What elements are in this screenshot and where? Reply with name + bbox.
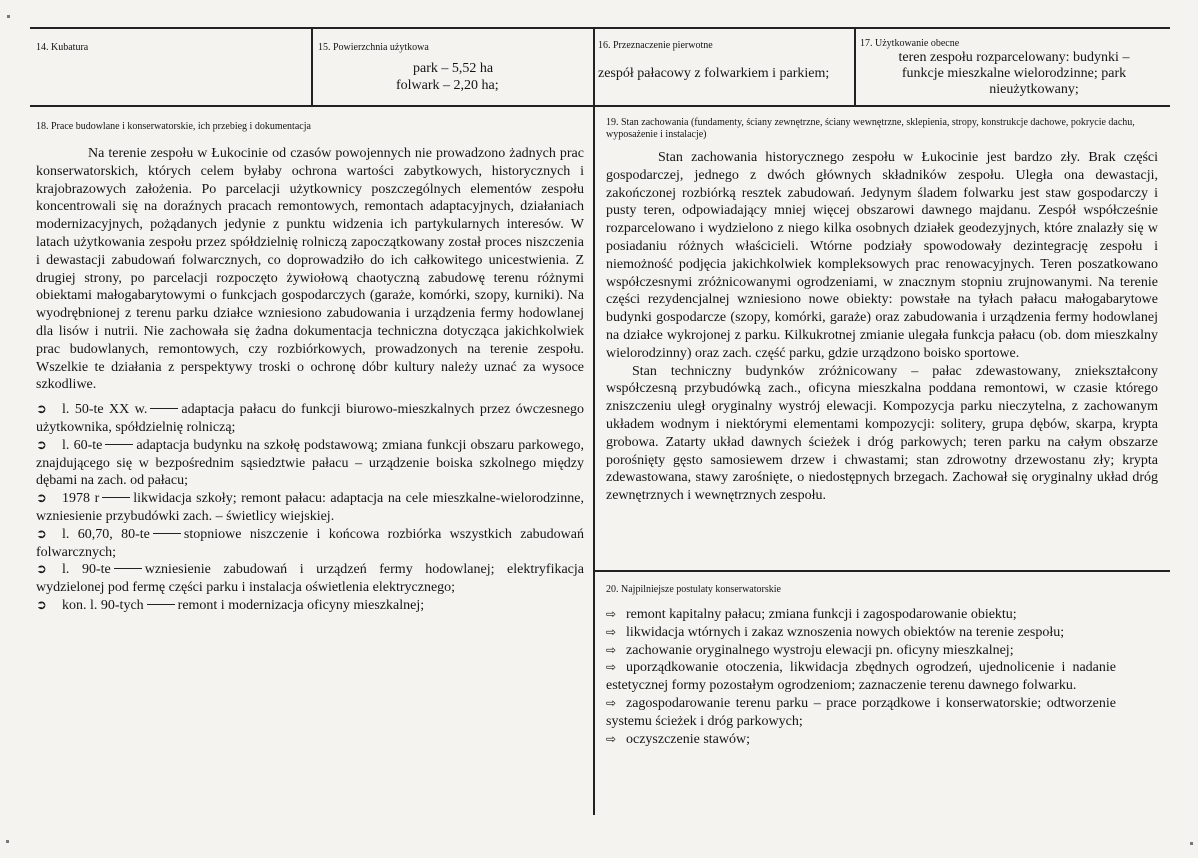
arrow-right-icon: ⇨ — [606, 731, 617, 746]
prace-label: 18. Prace budowlane i konserwatorskie, ich przebieg i dokumentacja — [36, 121, 311, 132]
dash-separator — [114, 568, 142, 569]
arrow-right-icon: ⇨ — [606, 607, 617, 621]
arrow-right-icon: ⇨ — [606, 624, 617, 639]
list-item — [606, 659, 1116, 695]
main-column-divider — [593, 105, 595, 815]
cell-kubatura — [36, 42, 306, 102]
przeznaczenie-label: 16. Przeznaczenie pierwotne — [598, 40, 713, 51]
uzytkowanie-line-3: nieużytkowany; — [989, 82, 1079, 97]
list-item — [36, 401, 584, 437]
kubatura-label: 14. Kubatura — [36, 42, 89, 53]
list-item — [606, 642, 1116, 660]
item-text: uporządkowanie otoczenia, likwidacja zbędnych ogrodzeń, ujednolicenie i nadanie estetycznej formy pozostałym ogrodzeniom; zaznaczenie terenu dawnego folwarku. — [606, 660, 1116, 694]
list-item — [36, 561, 584, 597]
item-date: l. 50-te XX w. — [62, 402, 148, 418]
item-date: kon. l. 90-tych — [62, 597, 144, 613]
arrow-icon: ➲ — [36, 562, 47, 578]
uzytkowanie-label: 17. Użytkowanie obecne — [860, 38, 960, 49]
item-text: zagospodarowanie terenu parku – prace porządkowe i konserwatorskie; odtworzenie systemu ścieżek i dróg parkowych; — [606, 695, 1116, 729]
item-text: zachowanie oryginalnego wystroju elewacji pn. oficyny mieszkalnej; — [626, 642, 1014, 658]
prace-paragraph: Na terenie zespołu w Łukocinie od czasów powojennych nie prowadzono żadnych prac konserwatorskich, których celem byłaby ochrona wartości zabytkowych, historycznych i krajobrazowych założenia. Po parcelacji użytkownicy poszczególnych elementów zespołu koncentrowali się na doraźnych pracach remontowych, remontach adaptacyjnych, działaniach modernizacyjnych, pożądanych jedynie z punktu widzenia ich partykularnych interesów. W latach użytkowania zespołu przez spółdzielnię rolniczą zapoczątkowany został proces niszczenia i dewastacji zabudowań folwarcznych, co doprowadziło do ich całkowitego unicestwienia. Z drugiej strony, po parcelacji rozpoczęto żywiołową chaotyczną zabudowę terenu różnymi obiektami małogabarytowymi o funkcjach gospodarczych (garaże, komórki, szopy, kurniki). Na wyodrębnionej z terenu parku działce wzniesiono zabudowania i urządzenia fermy hodowlanej dla lisów i nutrii. Nie zachowała się żadna dokumentacja techniczna dotycząca jakichkolwiek prac budowlanych, remontowych, czy rozbiórkowych, prowadzonych na terenie zespołu. Wszelkie te działania z perspektywy troski o ochronę dóbr kultury należy uznać za wysoce szkodliwe. — [36, 146, 584, 393]
item-text: adaptacja pałacu do funkcji biurowo-mieszkalnych przez ówczesnego użytkownika, spółdzielnię rolniczą; — [36, 402, 584, 435]
scan-mark — [7, 15, 10, 18]
stan-label: 19. Stan zachowania (fundamenty, ściany zewnętrzne, ściany wewnętrzne, sklepienia, stropy, konstrukcje dachowe, pokrycie dachu, wyposażenie i instalacje) — [606, 117, 1135, 140]
item-date: l. 90-te — [62, 562, 111, 578]
header-divider-1 — [311, 27, 313, 107]
arrow-icon: ➲ — [36, 402, 47, 418]
cell-powierzchnia — [318, 42, 590, 102]
header-divider-3 — [854, 27, 856, 107]
uzytkowanie-line-2: funkcje mieszkalne wielorodzinne; park — [901, 66, 1127, 81]
dash-separator — [150, 408, 178, 409]
list-item — [606, 606, 1116, 624]
list-item — [36, 490, 584, 526]
list-item — [606, 695, 1116, 731]
list-item — [36, 526, 584, 562]
powierzchnia-folwark: folwark – 2,20 ha; — [396, 78, 499, 93]
arrow-icon: ➲ — [36, 491, 47, 507]
top-border — [30, 27, 1170, 29]
powierzchnia-park: park – 5,52 ha — [413, 61, 494, 76]
stan-paragraph-1: Stan zachowania historycznego zespołu w Łukocinie jest bardzo zły. Brak części gospodarczej, jednego z dwóch głównych składników zespołu. Uległa ona dewastacji, zakończonej rozbiórką resztek zabudowań. Jedynym śladem folwarku jest staw gospodarczy i pusty teren, odpowiadający mniej więcej obszarowi dawnego majdanu. Zespół współcześnie rozparcelowano i wydzielono z niego kilka osobnych działek geodezyjnych, które znalazły się w posiadaniu różnych właścicieli. Wtórne podziały spowodowały dezintegrację zespołu i niemożność podjęcia jakichkolwiek kompleksowych prac renowacyjnych. Teren poszatkowano współczesnymi zróżnicowanymi ogrodzeniami, w znacznym stopniu zrujnowanymi. Na terenie części rezydencjalnej wzniesiono nowe obiekty: powstałe na tyłach pałacu małogabarytowe budynki gospodarcze (szopy, komórki, garaże) oraz zabudowania i urządzenia fermy hodowlanej na działce wykrojonej z parku. Kilkukrotnej zmianie ulegała funkcja pałacu (ob. dom mieszkalny wielorodzinny) oraz zach. część parku, gdzie urządzono boisko sportowe. — [606, 150, 1158, 361]
arrow-right-icon: ⇨ — [606, 695, 617, 710]
postulaty-list — [606, 606, 1116, 748]
item-text: remont i modernizacja oficyny mieszkalnej; — [177, 597, 425, 613]
uzytkowanie-line-1: teren zespołu rozparcelowany: budynki – — [898, 50, 1130, 65]
prace-list — [36, 401, 584, 615]
item-text: oczyszczenie stawów; — [626, 731, 750, 747]
item-text: stopniowe niszczenie i końcowa rozbiórka wszystkich zabudowań folwarcznych; — [36, 526, 584, 560]
item-text: likwidacja szkoły; remont pałacu: adaptacja na cele mieszkalne-wielorodzinne, wzniesienie przybudówki zach. – świetlicy wiejskiej. — [36, 491, 584, 524]
stan-body — [606, 149, 1158, 505]
powierzchnia-label: 15. Powierzchnia użytkowa — [318, 42, 429, 53]
przeznaczenie-value: zespół pałacowy z folwarkiem i parkiem; — [598, 66, 830, 81]
postulaty-label: 20. Najpilniejsze postulaty konserwatorskie — [606, 584, 781, 595]
prace-body — [36, 145, 584, 394]
list-item — [36, 597, 584, 615]
arrow-right-icon: ⇨ — [606, 642, 617, 657]
item-date: l. 60-te — [62, 437, 103, 453]
arrow-icon: ➲ — [36, 437, 47, 453]
item-text: likwidacja wtórnych i zakaz wznoszenia nowych obiektów na terenie zespołu; — [626, 624, 1065, 640]
cell-uzytkowanie — [860, 38, 1168, 104]
cell-przeznaczenie — [598, 40, 852, 102]
scan-mark — [1190, 842, 1193, 845]
stan-paragraph-2: Stan techniczny budynków zróżnicowany – pałac zdewastowany, zniekształcony współczesną przybudówką zach., oficyna mieszkalna poddana remontowi, w czasie którego zniszczeniu uległ oryginalny wystrój elewacji. Kompozycja parku nieczytelna, z zachowanym układem wodnym i niektórymi elementami kompozycji: solitery, grupa dębów, skarpa, krypta grobowa. Zatarty układ dawnych ścieżek i dróg parkowych; teren parku na całym obszarze porośnięty gęsto samosiewem drzew i chwastami; stan zdrowotny drzewostanu zły; krypta zdewastowana, stawy zarośnięte, o niedostępnych brzegach. Zachował się oryginalny układ dróg zewnętrznych i wewnętrznych zespołu. — [606, 363, 1158, 504]
dash-separator — [102, 497, 130, 498]
dash-separator — [105, 444, 133, 445]
item-text: wzniesienie zabudowań i urządzeń fermy hodowlanej; elektryfikacja wydzielonej pod fermę części parku i instalacja oświetlenia elektrycznego; — [36, 562, 584, 596]
item-date: l. 60,70, 80-te — [62, 526, 150, 542]
item-text: adaptacja budynku na szkołę podstawową; zmiana funkcji obszaru parkowego, znajdującego się w bezpośrednim sąsiedztwie pałacu – urządzenie boiska szkolnego między dębami na zach. od pałacu; — [36, 437, 584, 489]
scan-mark — [6, 840, 9, 843]
list-item — [606, 624, 1116, 642]
list-item — [606, 731, 1116, 749]
header-bottom-border — [30, 105, 1170, 107]
section-19-20-divider — [593, 570, 1170, 572]
dash-separator — [147, 604, 175, 605]
arrow-icon: ➲ — [36, 526, 47, 542]
arrow-icon: ➲ — [36, 597, 47, 613]
item-date: 1978 r — [62, 491, 100, 507]
list-item — [36, 437, 584, 490]
cell-prace — [36, 121, 584, 811]
cell-postulaty — [606, 584, 1116, 806]
cell-stan — [606, 117, 1158, 567]
dash-separator — [153, 533, 181, 534]
header-divider-2 — [593, 27, 595, 107]
item-text: remont kapitalny pałacu; zmiana funkcji i zagospodarowanie obiektu; — [626, 607, 1017, 622]
arrow-right-icon: ⇨ — [606, 660, 617, 675]
